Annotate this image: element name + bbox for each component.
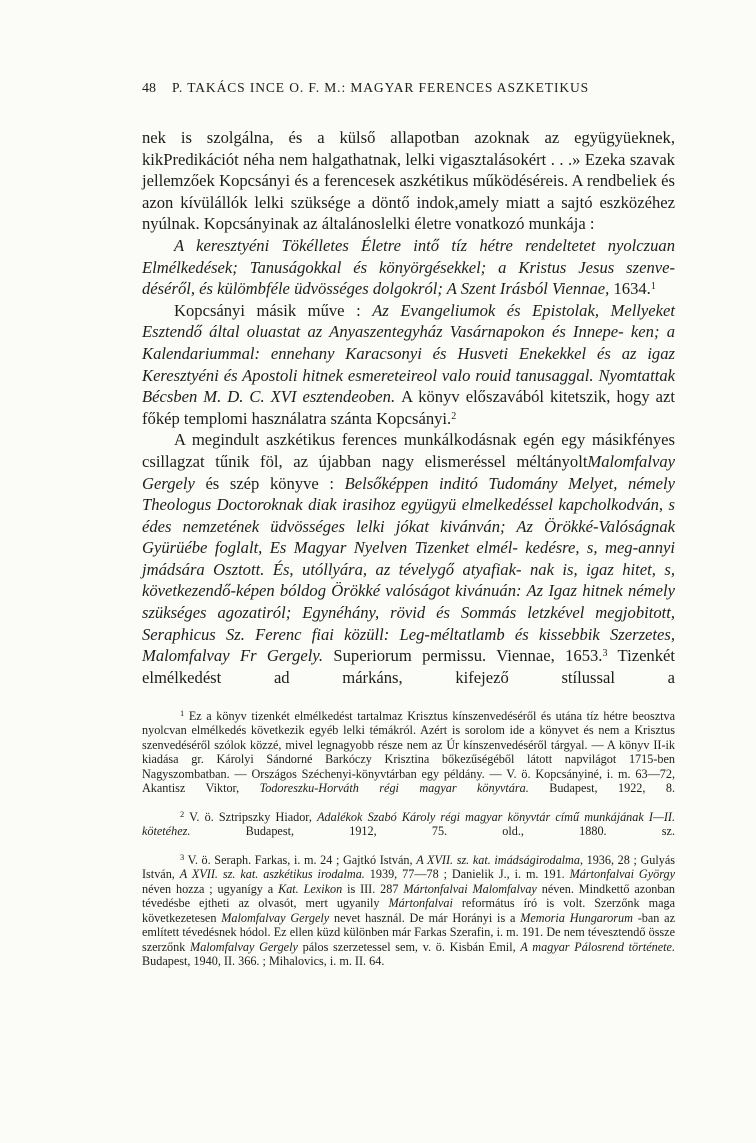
text-run: a szavak jellemzőek Kopcsányi és a ferencesek aszkétikus működésére [142, 149, 675, 191]
italic-text: déséről, és külömbféle üdvösséges dolgokról; A Szent Irásból Viennae, [142, 279, 614, 299]
italic-text: Mártonfalvai György [569, 867, 675, 882]
italic-text: Belsőképpen inditó Tudomány [344, 473, 569, 493]
italic-text: Malomfalvay Gergely [190, 939, 303, 954]
text-run: pálos szerzetessel sem, v. ö. Kisbán Emil, [302, 939, 521, 954]
footnote [142, 853, 675, 968]
italic-text: A keresztyéni Tökélletes Életre intő tíz hétre rendeltetet nyolczuan [174, 235, 675, 255]
paragraph [142, 300, 675, 430]
italic-text: Melyet, némely Theologus Doctoroknak diak irasihoz együgyü elmelkedéssel [142, 473, 675, 515]
italic-text: A magyar Pálosrend története. [520, 939, 676, 954]
paragraph [142, 127, 675, 235]
text-run: 1939, 77—78 ; Danielik J., i. m. 191. [369, 867, 570, 882]
italic-text: Malomfalvay Gergely [142, 451, 675, 493]
italic-text: Malomfalvay Gergely [221, 910, 334, 925]
italic-text: ken; a Kalendariummal: ennehany Karacsonyi és Husveti Enekekkel és [142, 322, 676, 363]
footnote [142, 810, 675, 853]
text-run: Tizenkét elmélkedést ad márkáns, kifejező stílussal a [142, 646, 676, 687]
italic-text: kissebbik Szerzetes, Malomfalvay Fr Gergely. [142, 624, 675, 666]
italic-text: Adalékok Szabó Károly régi magyar könyvtár című munkájának I—II. kötetéhez. [142, 809, 675, 839]
italic-text: Memoria Hungarorum [520, 910, 638, 925]
text-run: Predikációt néha nem halgathatnak, lelki vigasztalásokért . . .» Ezek [163, 149, 619, 169]
text-run: fényes csillagzat tűnik föl, az újabban nagy elismeréssel méltányolt [142, 430, 675, 471]
text-run: -ban az említett tévedésnek hódol. Ez ellen küzd különben már Farkas Szerafin, i. m. 191. De nem tévesztendő össze szerzőnk [142, 910, 675, 954]
text-run: néven. Mindkettő azonban tévedésbe ejtheti az olvasót, mert ugyanily [142, 881, 676, 911]
text-run: is. A rendbeliek és azon kívülállók lelki szüksége a döntő indok, [142, 171, 675, 212]
footnote-ref: 1 [650, 281, 656, 293]
italic-text: az igaz Keresztyéni és Apostoli hitnek esmereteireol valo rouid tanusaggal. [142, 343, 675, 385]
italic-text: Az Igaz hitnek némely szükséges agozatiról; Egynéhány, rövid és Sommás [142, 581, 675, 623]
italic-text: A XVII. sz. kat. imádságirodalma, [416, 853, 587, 868]
italic-text: Mártonfalvai Malomfalvay [403, 881, 542, 896]
text-run: Budapest, 1922, 8. [549, 781, 675, 796]
text-run: Ez a könyv tizenkét elmélkedést tartalmaz Krisztus kínszenvedéséről és utána tíz hétre beosztva nyolcvan elmélkedés következik egyéb lelki témákról. Azért is sorolom ide a könyvet és nem a Krisztus szenvedéséről szólok közzé, mivel legnagyobb része nem az Úr kínszenvedéséről tárgyal. — A könyv II-ik kiadása gr. Károlyi Sándorné Barkóczy Krisztina bőkezűségéből látott napvilágot 1715-ben Nagyszombatban. — Országos Széchenyi-könyvtárban egy példány. — V. ö. Kopcsányiné, i. m. 63—72, Akantisz Viktor, [142, 709, 675, 796]
footnote-ref: 3 [180, 852, 185, 863]
text-run: nek is szolgálna, és a külső allapotban azoknak az együgyüeknek, kik [142, 128, 675, 169]
text-run: Budapest, 1940, II. 366. ; Mihalovics, i. m. II. 64. [142, 953, 385, 968]
running-header [142, 80, 662, 97]
text-run: A megindult aszkétikus ferences munkálkodásnak egén egy másik [174, 430, 632, 450]
text-run: Budapest, 1912, 75. old., 1880. sz. [245, 824, 676, 839]
paragraph [142, 429, 675, 710]
italic-text: Kat. Lexikon [278, 881, 348, 896]
text-run: is III. 287 [347, 881, 404, 896]
italic-text: Az Evangeliumok és Epistolak, Mellyeket [372, 300, 675, 320]
footnote-ref: 3 [602, 648, 608, 660]
text-run: nevet használ. De már Horányi is a [333, 910, 521, 925]
text-run: Kopcsányi másik műve : [174, 300, 373, 320]
italic-text: kapcholkodván, s édes nemzetének üdvösséges lelki jókat kivánván; Az [142, 495, 675, 536]
italic-text: Todoreszku-Horváth régi magyar könyvtára. [259, 781, 550, 796]
text-run: református író is volt. Szerzőnk maga következetesen [142, 896, 675, 925]
italic-text: Elmélkedések; Tanuságokkal és könyörgésekkel; a Kristus Jesus szenve- [142, 257, 675, 277]
page-number: 48 [142, 81, 156, 96]
text-run: 1634. [613, 279, 651, 299]
italic-text: Esztendő által oluastat az Anyaszentegyház Vasárnapokon és Innepe- [142, 322, 631, 342]
text-run: V. ö. Seraph. Farkas, i. m. 24 ; Gajtkó István, [184, 853, 417, 868]
italic-text: letzkével megjobitott, Seraphicus Sz. Ferenc fiai közüll: Leg-méltatlamb és [142, 603, 676, 644]
text-run: 1936, 28 ; Gulyás István, [142, 853, 675, 882]
text-run: néven hozza ; ugyanígy a [142, 881, 279, 896]
text-run: lelki életre vonatkozó munkája : [380, 214, 595, 234]
italic-text: Mártonfalvai [388, 896, 462, 911]
text-run: V. ö. Sztripszky Hiador, [184, 809, 318, 824]
italic-text: Nyomtattak Bécsben M. D. C. XVI esztendeoben. [142, 365, 675, 407]
italic-text: Örökké-Valóságnak Gyürüébe foglalt, Es Magyar Nyelven Tizenket elmél- [142, 516, 675, 558]
text-run: A könyv előszavából kitetszik, hogy azt főkép templomi használatra szánta Kopcsányi. [142, 387, 675, 428]
main-text [142, 127, 675, 710]
paragraph [142, 235, 675, 300]
footnote [142, 709, 675, 810]
footnote-ref: 2 [180, 808, 185, 819]
footnotes [142, 709, 675, 968]
text-run: és szép könyve : [205, 473, 345, 493]
running-title: P. TAKÁCS INCE O. F. M.: MAGYAR FERENCES ASZKETIKUS [172, 80, 590, 95]
footnote-ref: 1 [180, 708, 185, 718]
text-run: Superiorum permissu. Viennae, 1653. [333, 646, 603, 666]
footnote-ref: 2 [451, 410, 457, 422]
italic-text: A XVII. sz. kat. aszkétikus irodalma. [179, 867, 370, 882]
italic-text: nak is, igaz hitet, s, következendő-képen bóldog Örökké valóságot kivánuán: [142, 559, 675, 601]
text-run: amely miatt a sajtó eszközéhez nyúlnak. Kopcsányinak az általános [142, 192, 675, 234]
italic-text: kedésre, s, meg-annyi jmádsára Osztott. És, utóllyára, az tévelygő atyafiak- [142, 538, 675, 579]
